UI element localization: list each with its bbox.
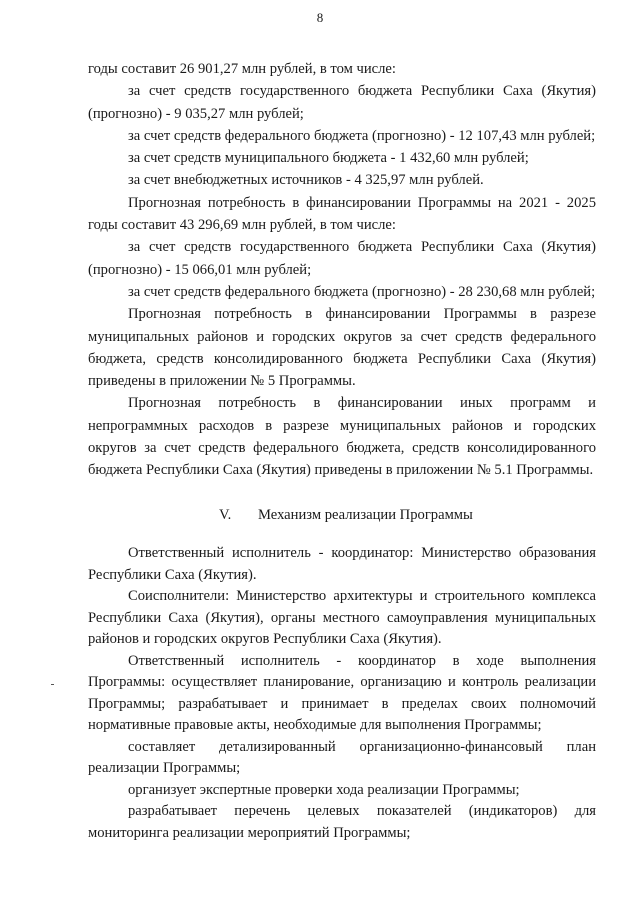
paragraph: за счет средств федерального бюджета (прогнозно) - 12 107,43 млн рублей; xyxy=(128,127,596,144)
paragraph: за счет средств муниципального бюджета - 1 432,60 млн рублей; xyxy=(128,150,529,167)
paragraph: Ответственный исполнитель - координатор: Министерство образования Республики Саха (Якутия). xyxy=(88,545,596,583)
financing-section xyxy=(88,58,596,482)
paragraph: составляет детализированный организационно-финансовый план реализации Программы; xyxy=(88,738,596,776)
paragraph: Прогнозная потребность в финансировании иных программ и непрограммных расходов в разрезе муниципальных районов и городских округов за счет средств федерального бюджета, средств консолидированного бюджета Республики Саха (Якутия) приведены в приложении № 5.1 Программы. xyxy=(88,395,596,479)
mechanism-section xyxy=(88,543,596,844)
page-number: 8 xyxy=(316,10,324,25)
paragraph: организует экспертные проверки хода реализации Программы; xyxy=(128,781,520,798)
paragraph: разрабатывает перечень целевых показателей (индикаторов) для мониторинга реализации мероприятий Программы; xyxy=(88,803,596,841)
paragraph: Ответственный исполнитель - координатор в ходе выполнения Программы: осуществляет планирование, организацию и контроль реализации Программы; разрабатывает и принимает в пределах своих полномочий нормативные правовые акты, необходимые для выполнения Программы; xyxy=(88,652,596,733)
paragraph: Прогнозная потребность в финансировании Программы в разрезе муниципальных районов и городских округов за счет средств федерального бюджета, средств консолидированного бюджета Республики Саха (Якутия) приведены в приложении № 5 Программы. xyxy=(88,306,596,390)
paragraph: Соисполнители: Министерство архитектуры и строительного комплекса Республики Саха (Якутия), органы местного самоуправления муниципальных районов и городских округов Республики Саха (Якутия). xyxy=(88,588,596,647)
paragraph: годы составит 26 901,27 млн рублей, в том числе: xyxy=(88,61,396,77)
margin-mark xyxy=(51,684,54,685)
paragraph: за счет средств государственного бюджета Республики Саха (Якутия) (прогнозно) - 9 035,27 млн рублей; xyxy=(88,83,596,122)
section-heading xyxy=(0,504,640,526)
paragraph: за счет средств федерального бюджета (прогнозно) - 28 230,68 млн рублей; xyxy=(128,283,596,300)
section-title: Механизм реализации Программы xyxy=(258,507,473,523)
paragraph: за счет средств государственного бюджета Республики Саха (Якутия) (прогнозно) - 15 066,01 млн рублей; xyxy=(88,239,596,278)
paragraph: Прогнозная потребность в финансировании Программы на 2021 - 2025 годы составит 43 296,69 млн рублей, в том числе: xyxy=(88,194,596,234)
paragraph: за счет внебюджетных источников - 4 325,97 млн рублей. xyxy=(128,172,484,189)
section-number: V. xyxy=(219,507,232,523)
